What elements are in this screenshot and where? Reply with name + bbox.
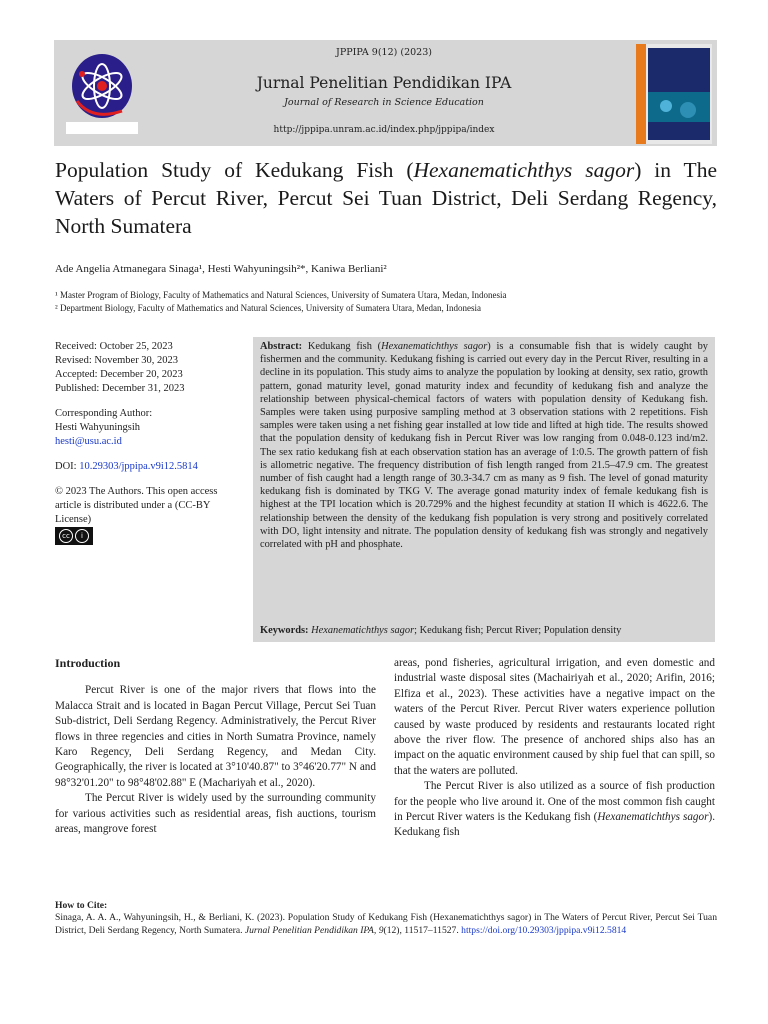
cite-doi-link[interactable]: https://doi.org/10.29303/jppipa.v9i12.5814 <box>461 924 627 936</box>
article-title: Population Study of Kedukang Fish (Hexanematichthys sagor) in The Waters of Percut River, Percut Sei Tuan District, Deli Serdang Regency, North Sumatera <box>55 158 717 238</box>
section-heading-introduction: Introduction <box>55 656 121 670</box>
doi-label: DOI: <box>55 461 80 472</box>
published-date: Published: December 31, 2023 <box>55 383 185 394</box>
journal-issue: JPPIPA 9(12) (2023) <box>336 47 432 58</box>
body-column-left <box>55 656 376 837</box>
intro-paragraph-2: The Percut River is widely used by the surrounding community for various activities such as residential areas, fish auctions, tourism areas, mangrove forest <box>55 792 376 836</box>
article-info-column <box>55 340 245 556</box>
revised-date: Revised: November 30, 2023 <box>55 355 179 366</box>
keywords: Keywords: Hexanematichthys sagor; Kedukang fish; Percut River; Population density <box>260 625 622 636</box>
body-column-right <box>394 656 715 841</box>
corresponding-name: Hesti Wahyuningsih <box>55 422 140 433</box>
corresponding-label: Corresponding Author: <box>55 408 153 419</box>
cite-text: Sinaga, A. A. A., Wahyuningsih, H., & Berliani, K. (2023). Population Study of Kedukang Fish (Hexanematichthys sagor) in The Waters of Percut River, Percut Sei Tuan District, Deli Serdang Regency, North Sumatera. Jurnal Penelitian Pendidikan IPA, 9(12), 11517–11527. https://doi.org/10.29303/jppipa.v9i12.5814 <box>55 912 717 936</box>
journal-name-english: Journal of Research in Science Education <box>284 97 484 108</box>
cc-by-badge-icon[interactable]: cc i <box>55 527 93 545</box>
affiliation-1: ¹ Master Program of Biology, Faculty of Mathematics and Natural Sciences, University of Sumatera Utara, Medan, Indonesia <box>55 290 507 300</box>
cite-heading: How to Cite: <box>55 900 108 911</box>
intro-paragraph-4: The Percut River is also utilized as a source of fish production for the people who live around it. One of the most common fish caught in Percut River waters is the Kedukang fish (Hexanematichthys sagor). Kedukang fish <box>394 780 716 839</box>
affiliation-2: ² Department Biology, Faculty of Mathematics and Natural Sciences, University of Sumatera Utara, Medan, Indonesia <box>55 303 481 313</box>
license-text: © 2023 The Authors. This open access article is distributed under a (CC-BY License) <box>55 486 218 525</box>
journal-url-link[interactable]: http://jppipa.unram.ac.id/index.php/jppipa/index <box>273 125 495 135</box>
author-list: Ade Angelia Atmanegara Sinaga¹, Hesti Wahyuningsih²*, Kaniwa Berliani² <box>55 263 387 275</box>
accepted-date: Accepted: December 20, 2023 <box>55 369 183 380</box>
journal-name: Jurnal Penelitian Pendidikan IPA <box>256 74 512 92</box>
abstract-box <box>253 337 715 642</box>
doi-link[interactable]: 10.29303/jppipa.v9i12.5814 <box>79 461 198 472</box>
corresponding-email-link[interactable]: hesti@usu.ac.id <box>55 436 122 447</box>
intro-paragraph-3: areas, pond fisheries, agricultural irrigation, and even domestic and industrial waste disposal sites (Machairiyah et al., 2020; Arifin, 2016; Elfiza et al., 2023). These activities have a negative impact on the waters of the Percut River. Percut River waters experience pollution caused by waste produced by residents and restaurants located right above the river flow. The presence of anchored ships also has an impact on the aquatic environment caused by ship fuel that can spill, so that the waters are polluted. <box>394 657 715 777</box>
how-to-cite <box>55 900 717 937</box>
intro-paragraph-1: Percut River is one of the major rivers that flows into the Malacca Strait and is located in Bagan Percut Village, Percut Sei Tuan Sub-district, Deli Serdang Regency. Administratively, the Percut River flows in three regencies and cities in North Sumatra Province, namely Karo Regency, Deli Serdang Regency, and Medan City. Geographically, the river is located at 3°10'40.87" to 3°46'20.77" N and 98°32'01.20" to 98°48'02.88" E (Machariyah et al., 2020). <box>55 684 376 789</box>
received-date: Received: October 25, 2023 <box>55 341 173 352</box>
abstract-text: Abstract: Kedukang fish (Hexanematichthys sagor) is a consumable fish that is widely caught by fishermen and the community. Kedukang fishing is carried out every day in the Percut River, resulting in a decline in its population. This study aims to analyze the population by looking at density, sex ratio, growth pattern, gonad maturity level, gonad maturity index and fecundity of kedukang fish and analyze the relationship between physical-chemical factors of waters with population density of Kedukang fish. Samples were taken using purposive sampling method at 3 observation stations with 2 repetitions. Fish samples were taken using a net fishing gear installed at low tide and lifted at high tide. The results showed that the population density of kedukang fish in Percut River was low ranging from 0.048-0.123 ind/m2. The sex ratio kedukang fish at each observation station has an average of 1:0.5. The growth pattern of fish is allometric negative. The frequency distribution of fish length ranged from 21.5–47.9 cm. The greatest number of fish caught had a length range of 30.3-34.7 cm as many as 9 fish. The level of gonad maturity kedukang fish is dominated by TKG V. The average gonad maturity index of female kedukang fish is highest at the TPI location which is 20.729% and the highest fecundity at station II which is 4622.6. The relationship between the density of the kedukang fish population is very strong and positively correlated with DO, light intensity and nitrate. The population density of kedukang fish was strongly and negatively correlated with pH and phosphate. <box>260 341 709 551</box>
title-species: Hexanematichthys sagor <box>413 158 635 182</box>
